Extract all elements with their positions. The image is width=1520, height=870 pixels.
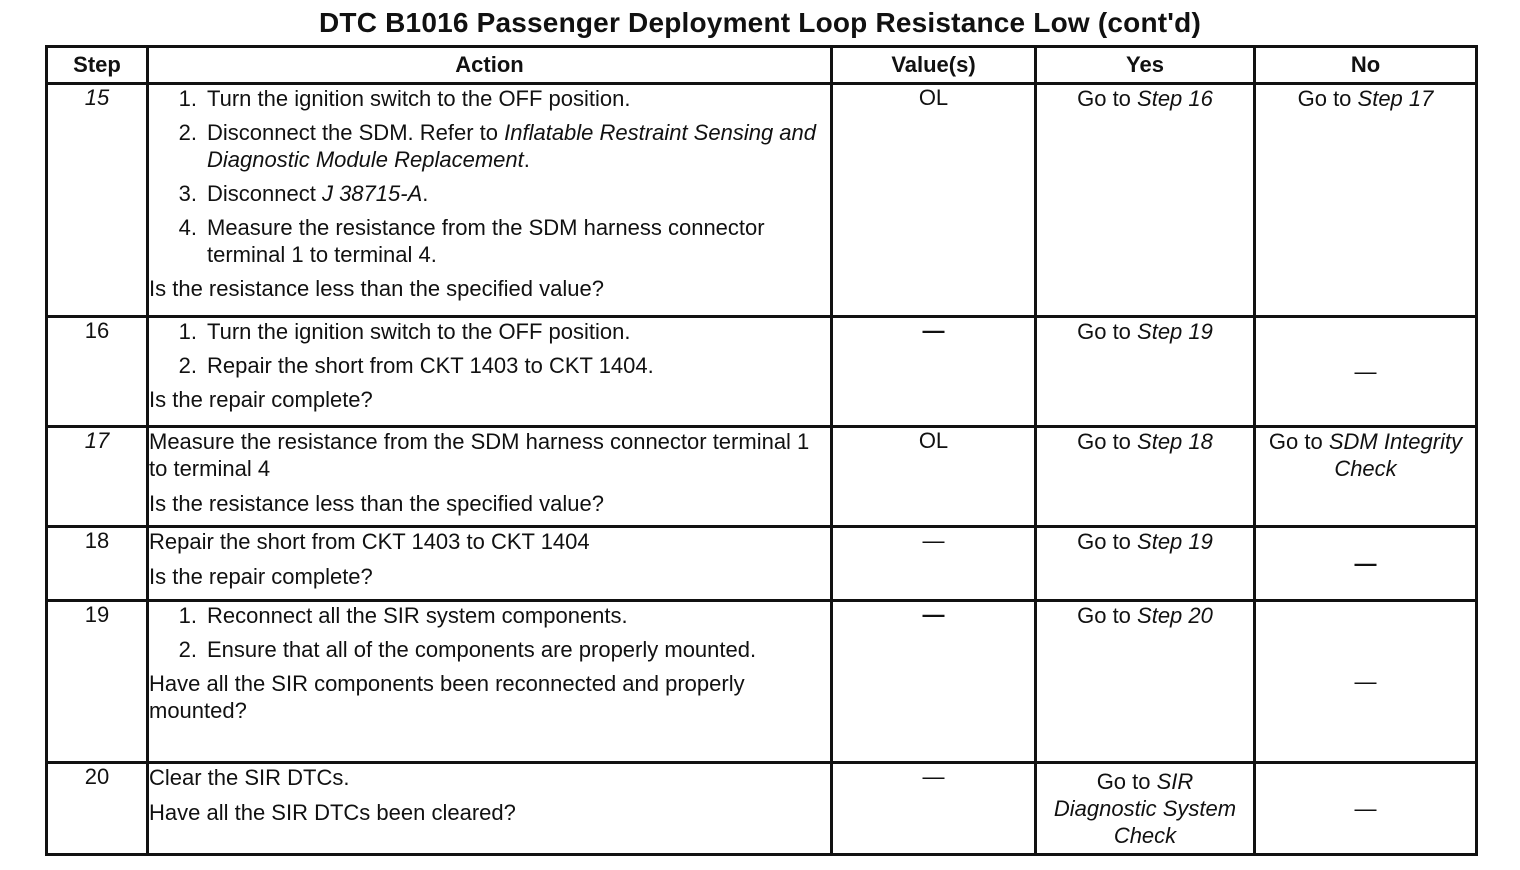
action-cell: [148, 317, 832, 427]
action-question: Have all the SIR DTCs been cleared?: [149, 800, 516, 825]
step-text: [207, 119, 830, 173]
value-dash: —: [922, 764, 945, 789]
action-question: Is the repair complete?: [149, 564, 373, 589]
no-cell: [1255, 601, 1477, 763]
action-question: Have all the SIR components been reconnected and properly mounted?: [149, 671, 745, 723]
action-question: Is the resistance less than the specified value?: [149, 491, 604, 516]
yes-action[interactable]: [1077, 86, 1213, 111]
yes-cell: [1036, 527, 1255, 601]
yes-cell: [1036, 427, 1255, 527]
no-cell: [1255, 317, 1477, 427]
step-number: 20: [47, 763, 148, 855]
table-row: [47, 601, 1477, 763]
action-step: [149, 85, 830, 112]
action-cell: [148, 601, 832, 763]
value-cell: OL: [832, 84, 1036, 317]
step-number-text: 17: [84, 428, 110, 453]
value-dash: —: [922, 528, 945, 553]
value-dash: —: [922, 318, 945, 343]
no-dash: —: [1354, 358, 1377, 384]
header-no: No: [1255, 47, 1477, 84]
action-question: Is the repair complete?: [149, 387, 373, 412]
action-step: [149, 602, 830, 629]
value-cell: [832, 317, 1036, 427]
step-text-post: .: [523, 147, 530, 172]
go-to-label: Go to: [1096, 769, 1157, 794]
yes-cell: [1036, 84, 1255, 317]
step-index: 3.: [178, 181, 197, 206]
step-number: [47, 427, 148, 527]
step-index: 2.: [178, 637, 197, 662]
go-to-label: Go to: [1297, 86, 1358, 111]
step-index: 4.: [178, 215, 197, 240]
step-index: 2.: [178, 120, 197, 145]
action-steps: [149, 602, 830, 663]
diagnostic-table: [45, 45, 1478, 856]
go-to-label: Go to: [1077, 603, 1138, 628]
step-text: Ensure that all of the components are properly mounted.: [207, 637, 757, 662]
action-cell: [148, 763, 832, 855]
step-index: 1.: [178, 86, 197, 111]
procedure-reference-link[interactable]: Inflatable Restraint Sensing and Diagnostic Module Replacement: [207, 120, 816, 172]
step-number: 16: [47, 317, 148, 427]
action-steps: [149, 85, 830, 268]
step-text-pre: Disconnect: [207, 181, 322, 206]
table-header-row: [47, 47, 1477, 84]
step-link[interactable]: Step 20: [1137, 603, 1213, 628]
no-dash: —: [1354, 668, 1377, 694]
action-text: Measure the resistance from the SDM harness connector terminal 1 to terminal 4: [149, 429, 810, 481]
step-text: Turn the ignition switch to the OFF position.: [207, 319, 631, 344]
header-step: Step: [47, 47, 148, 84]
no-cell: [1255, 84, 1477, 317]
table-row: [47, 763, 1477, 855]
go-to-label: Go to: [1077, 529, 1138, 554]
no-cell: [1255, 427, 1477, 527]
no-cell: [1255, 763, 1477, 855]
no-dash: —: [1354, 795, 1377, 821]
step-text: Turn the ignition switch to the OFF position.: [207, 86, 631, 111]
step-text-pre: Disconnect the SDM. Refer to: [207, 120, 505, 145]
value-cell: [832, 527, 1036, 601]
step-link[interactable]: Step 17: [1357, 86, 1434, 111]
step-text: Measure the resistance from the SDM harness connector terminal 1 to terminal 4.: [207, 215, 765, 267]
table-row: [47, 84, 1477, 317]
header-action: Action: [148, 47, 832, 84]
go-to-label: Go to: [1077, 86, 1138, 111]
table-row: [47, 427, 1477, 527]
go-to-label: Go to: [1077, 319, 1138, 344]
procedure-link[interactable]: SDM Integrity Check: [1328, 429, 1463, 481]
no-action[interactable]: [1269, 429, 1462, 481]
no-action[interactable]: [1298, 86, 1434, 111]
no-cell: [1255, 527, 1477, 601]
action-question: Is the resistance less than the specified value?: [149, 276, 604, 301]
value-dash: —: [922, 602, 945, 627]
header-yes: Yes: [1036, 47, 1255, 84]
header-values: Value(s): [832, 47, 1036, 84]
action-text: Clear the SIR DTCs.: [149, 765, 350, 790]
action-cell: [148, 527, 832, 601]
step-text-post: .: [422, 181, 429, 206]
step-text: Repair the short from CKT 1403 to CKT 1404.: [207, 353, 654, 378]
step-link[interactable]: Step 16: [1137, 86, 1213, 111]
action-cell: [148, 84, 832, 317]
step-index: 2.: [178, 353, 197, 378]
action-steps: [149, 318, 830, 379]
action-step: [149, 119, 830, 173]
tool-reference: J 38715-A: [321, 181, 423, 206]
procedure-link[interactable]: SIR Diagnostic System Check: [1053, 769, 1237, 848]
step-number: [47, 84, 148, 317]
action-cell: [148, 427, 832, 527]
go-to-label: Go to: [1077, 429, 1138, 454]
action-step: [149, 180, 830, 207]
step-link[interactable]: Step 18: [1137, 429, 1213, 454]
action-step: [149, 636, 830, 663]
value-cell: [832, 763, 1036, 855]
step-text: Reconnect all the SIR system components.: [207, 603, 628, 628]
action-text: Repair the short from CKT 1403 to CKT 1404: [149, 529, 590, 554]
step-link[interactable]: Step 19: [1137, 319, 1213, 344]
action-step: [149, 352, 830, 379]
go-to-label: Go to: [1268, 429, 1329, 454]
step-number: 19: [47, 601, 148, 763]
step-number-text: 15: [84, 85, 110, 110]
table-row: [47, 527, 1477, 601]
yes-cell: [1036, 317, 1255, 427]
step-link[interactable]: Step 19: [1137, 529, 1213, 554]
step-index: 1.: [178, 603, 197, 628]
no-dash: —: [1354, 550, 1377, 576]
table-row: [47, 317, 1477, 427]
action-step: [149, 318, 830, 345]
step-index: 1.: [178, 319, 197, 344]
step-number: 18: [47, 527, 148, 601]
yes-action[interactable]: [1077, 603, 1213, 628]
yes-cell: [1036, 601, 1255, 763]
value-cell: OL: [832, 427, 1036, 527]
value-cell: [832, 601, 1036, 763]
yes-action[interactable]: [1050, 768, 1240, 849]
yes-cell: [1036, 763, 1255, 855]
yes-action[interactable]: [1077, 319, 1213, 344]
yes-action[interactable]: [1077, 529, 1213, 554]
action-step: [149, 214, 830, 268]
yes-action[interactable]: [1077, 429, 1213, 454]
step-text: [207, 180, 830, 207]
page-title: DTC B1016 Passenger Deployment Loop Resistance Low (cont'd): [319, 7, 1201, 38]
